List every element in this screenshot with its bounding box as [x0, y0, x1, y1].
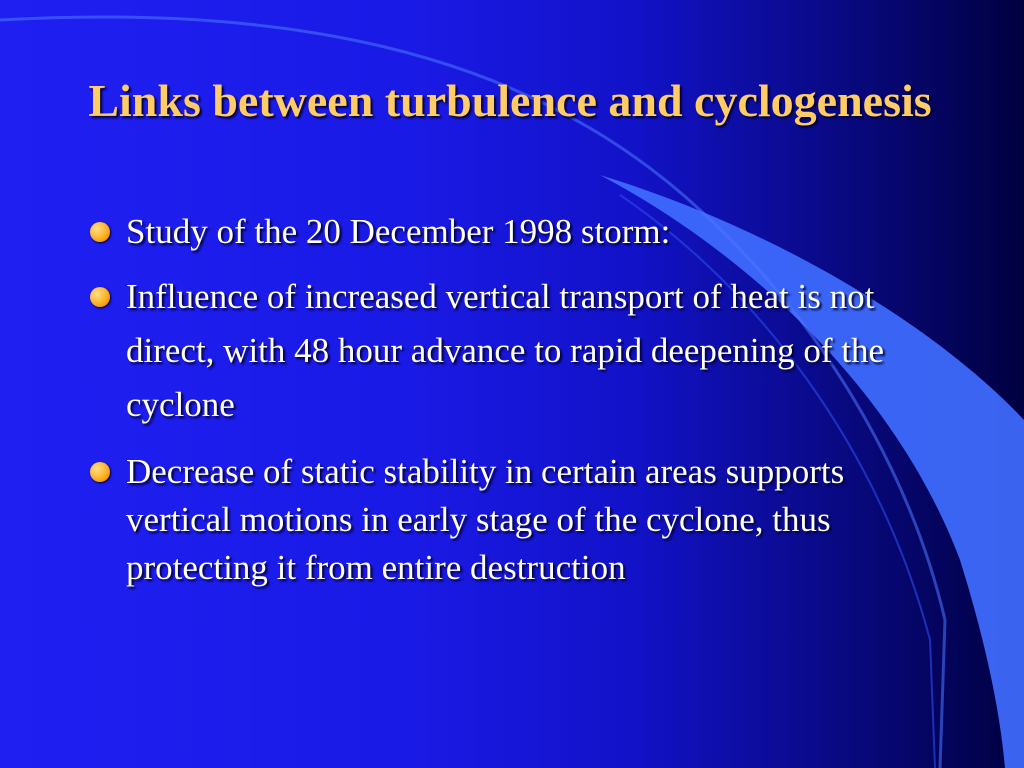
bullet-text: Study of the 20 December 1998 storm:	[126, 212, 671, 251]
bullet-dot-icon	[90, 462, 110, 482]
bullet-dot-icon	[90, 287, 110, 307]
bullet-text: Influence of increased vertical transport of heat is not direct, with 48 hour advance to rapid deepening of the cyclone	[126, 277, 885, 424]
bullet-item	[88, 448, 918, 592]
bullet-list	[88, 208, 918, 592]
bullet-text: Decrease of static stability in certain areas supports vertical motions in early stage of the cyclone, thus protecting it from entire destruction	[126, 452, 845, 587]
bullet-item	[88, 208, 918, 256]
bullet-dot-icon	[90, 222, 110, 242]
bullet-item	[88, 270, 918, 432]
slide-title: Links between turbulence and cyclogenesis	[88, 75, 932, 126]
